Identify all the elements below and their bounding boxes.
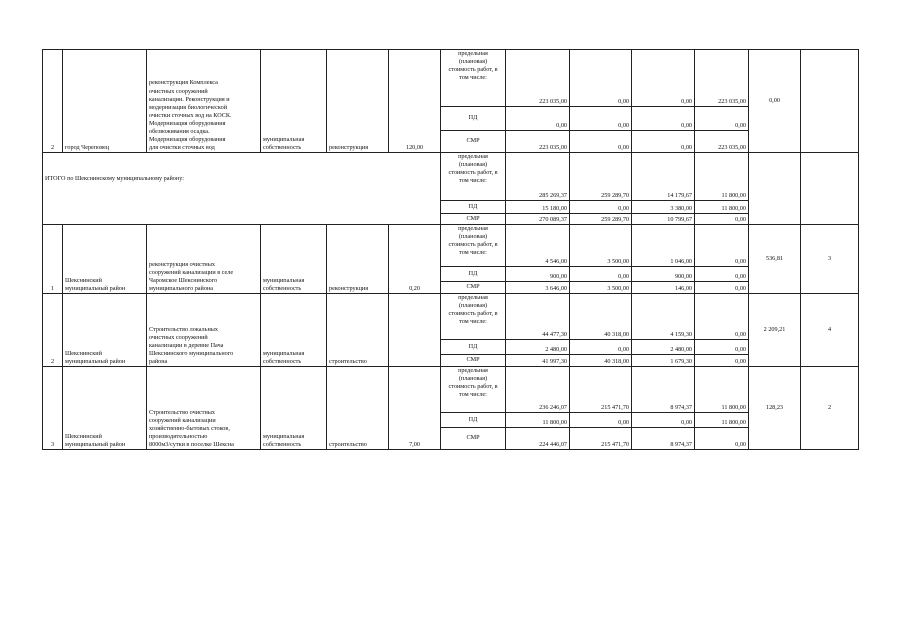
ownership-cell: муниципальная собственность (261, 294, 327, 367)
predel-label: предельная (плановая) стоимость работ, в том числе: (441, 153, 506, 201)
pd-value: 0,00 (570, 413, 632, 428)
smr-value: 3 500,00 (570, 282, 632, 294)
smr-value: 0,00 (570, 131, 632, 153)
pd-value: 0,00 (570, 340, 632, 355)
pd-value: 0,00 (506, 107, 570, 131)
capacity-cell: 7,00 (389, 367, 441, 450)
table-row (43, 294, 859, 340)
predel-label: предельная (плановая) стоимость работ, в том числе: (441, 50, 506, 107)
work-type-cell: реконструкция (327, 50, 389, 153)
total-label: ИТОГО по Шекснинскому муниципальному району: (43, 153, 441, 225)
total-smr-value: 0,00 (695, 214, 749, 225)
municipality-cell: Шекснинский муниципальный район (63, 225, 147, 294)
total-pd-value: 15 180,00 (506, 201, 570, 214)
smr-label: СМР (441, 131, 506, 153)
smr-value: 223 035,00 (506, 131, 570, 153)
total-smr-value: 270 089,37 (506, 214, 570, 225)
predel-value: 0,00 (695, 294, 749, 340)
investment-table (42, 49, 859, 450)
smr-label: СМР (441, 214, 506, 225)
indicator-cell: 0,00 (749, 50, 801, 153)
total-empty-cell (801, 153, 859, 225)
ownership-cell: муниципальная собственность (261, 50, 327, 153)
total-pd-value: 11 800,00 (695, 201, 749, 214)
total-pd-value: 3 380,00 (632, 201, 695, 214)
pd-value: 2 480,00 (506, 340, 570, 355)
total-predel-value: 285 269,37 (506, 153, 570, 201)
total-predel-value: 11 800,00 (695, 153, 749, 201)
smr-label: СМР (441, 428, 506, 450)
predel-value: 4 159,30 (632, 294, 695, 340)
smr-value: 40 318,00 (570, 355, 632, 367)
predel-label: предельная (плановая) стоимость работ, в том числе: (441, 367, 506, 413)
pd-value: 0,00 (695, 107, 749, 131)
pd-value: 900,00 (632, 267, 695, 282)
pd-value: 11 800,00 (695, 413, 749, 428)
smr-value: 215 471,70 (570, 428, 632, 450)
pd-value: 0,00 (695, 340, 749, 355)
smr-value: 3 646,00 (506, 282, 570, 294)
priority-cell: 3 (801, 225, 859, 294)
object-name-cell: реконструкция очистных сооружений канализации в селе Чаромское Шекснинского муниципального района (147, 225, 261, 294)
table-row (43, 50, 859, 107)
total-empty-cell (749, 153, 801, 225)
pd-value: 0,00 (695, 267, 749, 282)
pd-value: 900,00 (506, 267, 570, 282)
object-name-cell: Строительство очистных сооружений канализации хозяйственно-бытовых стоков, производительностью 8000м3/сутки в поселке Шексна (147, 367, 261, 450)
row-number: 2 (43, 294, 63, 367)
ownership-cell: муниципальная собственность (261, 225, 327, 294)
smr-value: 0,00 (695, 355, 749, 367)
indicator-cell: 2 209,21 (749, 294, 801, 367)
pd-label: ПД (441, 107, 506, 131)
pd-value: 0,00 (570, 267, 632, 282)
work-type-cell: строительство (327, 294, 389, 367)
priority-cell (801, 50, 859, 153)
total-predel-value: 259 289,70 (570, 153, 632, 201)
capacity-cell (389, 294, 441, 367)
indicator-cell: 536,81 (749, 225, 801, 294)
row-number: 3 (43, 367, 63, 450)
municipality-cell: Шекснинский муниципальный район (63, 367, 147, 450)
indicator-cell: 128,23 (749, 367, 801, 450)
predel-value: 3 500,00 (570, 225, 632, 267)
predel-value: 11 800,00 (695, 367, 749, 413)
predel-value: 40 318,00 (570, 294, 632, 340)
predel-value: 236 246,07 (506, 367, 570, 413)
object-name-cell: реконструкция Комплекса очистных сооружений канализации. Реконструкция и модернизация биологической очистки сточных вод на КОСК. Модернизация оборудования обезвоживания осадка. Модернизация оборудования для очистки сточных вод (147, 50, 261, 153)
table-row (43, 153, 859, 201)
smr-value: 223 035,00 (695, 131, 749, 153)
smr-value: 41 997,30 (506, 355, 570, 367)
pd-value: 0,00 (570, 107, 632, 131)
predel-value: 44 477,30 (506, 294, 570, 340)
predel-value: 4 546,00 (506, 225, 570, 267)
predel-value: 215 471,70 (570, 367, 632, 413)
smr-value: 8 974,37 (632, 428, 695, 450)
smr-label: СМР (441, 355, 506, 367)
predel-value: 0,00 (632, 50, 695, 107)
smr-value: 224 446,07 (506, 428, 570, 450)
row-number: 2 (43, 50, 63, 153)
predel-label: предельная (плановая) стоимость работ, в том числе: (441, 294, 506, 340)
priority-cell: 4 (801, 294, 859, 367)
smr-value: 0,00 (695, 428, 749, 450)
capacity-cell: 120,00 (389, 50, 441, 153)
smr-value: 0,00 (695, 282, 749, 294)
pd-label: ПД (441, 413, 506, 428)
predel-value: 8 974,37 (632, 367, 695, 413)
smr-value: 1 679,30 (632, 355, 695, 367)
pd-value: 2 480,00 (632, 340, 695, 355)
capacity-cell: 0,20 (389, 225, 441, 294)
predel-label: предельная (плановая) стоимость работ, в том числе: (441, 225, 506, 267)
table-row (43, 225, 859, 267)
predel-value: 223 035,00 (695, 50, 749, 107)
smr-value: 0,00 (632, 131, 695, 153)
predel-value: 1 046,00 (632, 225, 695, 267)
work-type-cell: реконструкция (327, 225, 389, 294)
total-pd-value: 0,00 (570, 201, 632, 214)
total-smr-value: 10 799,67 (632, 214, 695, 225)
smr-value: 146,00 (632, 282, 695, 294)
pd-label: ПД (441, 267, 506, 282)
ownership-cell: муниципальная собственность (261, 367, 327, 450)
pd-value: 0,00 (632, 413, 695, 428)
row-number: 1 (43, 225, 63, 294)
table-row (43, 367, 859, 413)
total-smr-value: 259 289,70 (570, 214, 632, 225)
predel-value: 0,00 (570, 50, 632, 107)
smr-label: СМР (441, 282, 506, 294)
object-name-cell: Строительство локальных очистных сооружений канализации в деревне Пача Шекснинского муниципального района (147, 294, 261, 367)
pd-value: 0,00 (632, 107, 695, 131)
total-predel-value: 14 179,67 (632, 153, 695, 201)
municipality-cell: город Череповец (63, 50, 147, 153)
predel-value: 223 035,00 (506, 50, 570, 107)
pd-label: ПД (441, 340, 506, 355)
predel-value: 0,00 (695, 225, 749, 267)
pd-label: ПД (441, 201, 506, 214)
priority-cell: 2 (801, 367, 859, 450)
work-type-cell: строительство (327, 367, 389, 450)
pd-value: 11 800,00 (506, 413, 570, 428)
municipality-cell: Шекснинский муниципальный район (63, 294, 147, 367)
